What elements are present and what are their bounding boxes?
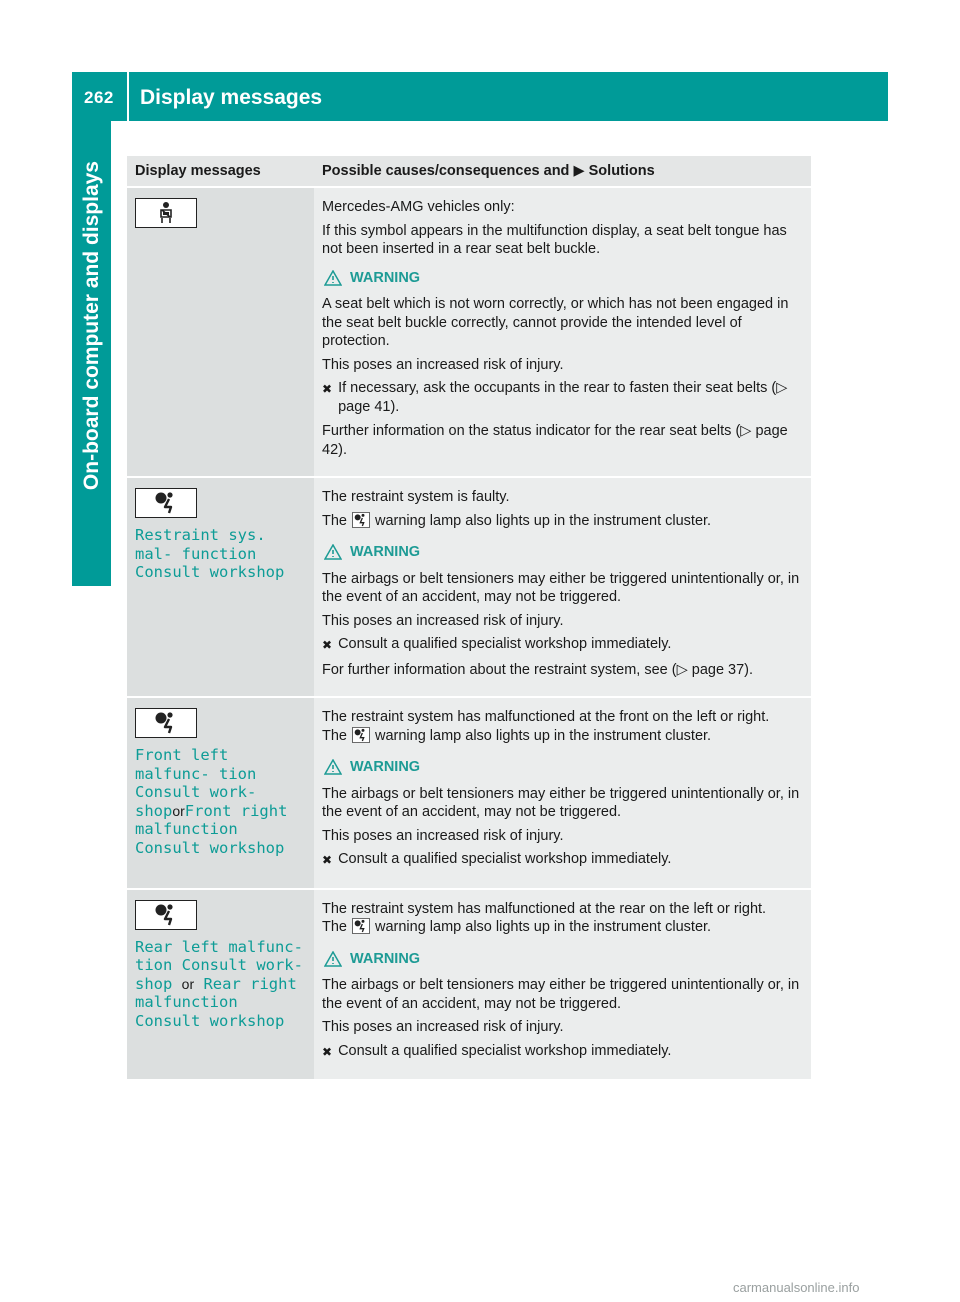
lamp-text-pre: The — [322, 919, 347, 935]
step-arrow-icon: ✖ — [322, 853, 333, 867]
warning-heading — [324, 543, 804, 562]
warning-label: WARNING — [350, 544, 421, 560]
table-row — [127, 697, 811, 889]
step-arrow-icon: ✖ — [322, 1044, 333, 1059]
cause-text: The restraint system has malfunctioned at the rear on the left or right. — [322, 900, 767, 917]
airbag-lamp-icon — [351, 918, 371, 940]
intro-text: Mercedes-AMG vehicles only: — [322, 199, 515, 215]
warning-label: WARNING — [350, 269, 421, 286]
risk-text: This poses an increased risk of injury. — [322, 827, 564, 844]
step-arrow-icon: ✖ — [322, 382, 333, 396]
lamp-text — [322, 512, 804, 534]
step-item — [322, 1042, 804, 1062]
warning-heading — [324, 950, 804, 969]
warning-heading — [324, 758, 804, 777]
display-message-text: Restraint sys. mal‐ function Consult workshop — [135, 526, 285, 581]
warning-triangle-icon — [324, 270, 342, 286]
cause-text: The restraint system is faulty. — [322, 489, 510, 505]
col-header-causes — [314, 156, 811, 187]
step-text: Consult a qualified specialist workshop immediately. — [338, 636, 672, 652]
page-title: Display messages — [140, 86, 323, 109]
warning-label: WARNING — [350, 759, 421, 775]
footer-watermark: carmanualsonline.info — [733, 1280, 860, 1295]
description-cell — [314, 889, 811, 1081]
airbag-lamp-icon — [351, 727, 371, 749]
warning-label: WARNING — [350, 950, 421, 967]
airbag-restraint-icon — [135, 900, 197, 930]
table-row — [127, 889, 811, 1081]
cause-text: The restraint system has malfunctioned at the front on the left or right. — [322, 709, 770, 725]
cause-text: If this symbol appears in the multifunction display, a seat belt tongue has not been inserted in a rear seat belt buckle. — [322, 222, 787, 257]
further-text: For further information about the restraint system, see (▷ page 37). — [322, 661, 754, 678]
display-message-a: Rear left malfunc‐ tion Consult work‐ shop — [135, 937, 303, 993]
display-messages-table — [127, 156, 811, 1081]
lamp-text-post: warning lamp also lights up in the instrument cluster. — [375, 919, 712, 935]
step-arrow-icon: ✖ — [322, 638, 333, 652]
table-header-row — [127, 156, 811, 187]
display-cell — [127, 477, 314, 697]
lamp-text-pre: The — [322, 512, 347, 529]
col2-header-post: Solutions — [588, 163, 655, 179]
warning-heading — [324, 269, 804, 288]
airbag-restraint-icon — [135, 488, 197, 518]
lamp-text-pre: The — [322, 727, 347, 744]
display-message-text — [135, 746, 306, 857]
lamp-text-post: warning lamp also lights up in the instrument cluster. — [375, 512, 712, 529]
step-item — [322, 850, 804, 870]
display-cell — [127, 697, 314, 889]
description-cell — [314, 697, 811, 889]
page-number: 262 — [84, 88, 114, 107]
play-arrow-icon: ▶ — [573, 163, 585, 179]
step-item — [322, 635, 804, 655]
description-cell — [314, 187, 811, 477]
display-message-text — [135, 938, 306, 1031]
table-row — [127, 187, 811, 477]
header-divider — [127, 72, 129, 121]
display-message-b: Rear right malfunction Consult workshop — [135, 974, 297, 1030]
chapter-title-text: On-board computer and displays — [79, 161, 103, 491]
lamp-text-post: warning lamp also lights up in the instrument cluster. — [375, 727, 712, 744]
col2-header-pre: Possible causes/consequences and — [322, 163, 570, 179]
lamp-text — [322, 727, 804, 749]
col-header-display-messages: Display messages — [127, 156, 314, 187]
warning-text: A seat belt which is not worn correctly, or which has not been engaged in the seat belt buckle correctly, cannot provide the intended level of protection. — [322, 296, 789, 349]
warning-triangle-icon — [324, 544, 342, 560]
step-item — [322, 379, 804, 416]
warning-text: The airbags or belt tensioners may either be triggered unintentionally or, in the event of an accident, may not be triggered. — [322, 785, 800, 820]
risk-text: This poses an increased risk of injury. — [322, 612, 564, 629]
airbag-lamp-icon — [351, 512, 371, 534]
warning-text: The airbags or belt tensioners may either be triggered unintentionally or, in the event of an accident, may not be triggered. — [322, 977, 800, 1012]
risk-text: This poses an increased risk of injury. — [322, 1019, 564, 1035]
display-cell — [127, 187, 314, 477]
display-message-a: Front left malfunc‐ tion Consult work‐ shop — [135, 746, 257, 820]
or-word: or — [181, 975, 195, 992]
lamp-text — [322, 918, 804, 940]
description-cell — [314, 477, 811, 697]
rear-seat-belt-icon — [135, 198, 197, 228]
step-text: Consult a qualified specialist workshop immediately. — [338, 1042, 672, 1059]
warning-triangle-icon — [324, 951, 342, 967]
chapter-title — [72, 121, 111, 531]
risk-text: This poses an increased risk of injury. — [322, 356, 564, 373]
airbag-restraint-icon — [135, 708, 197, 738]
warning-triangle-icon — [324, 759, 342, 775]
display-message-b: Front right malfunction Consult workshop — [135, 801, 288, 857]
step-text: Consult a qualified specialist workshop immediately. — [338, 851, 672, 867]
further-text: Further information on the status indicator for the rear seat belts (▷ page 42). — [322, 423, 788, 458]
or-word: or — [172, 802, 185, 819]
step-text: If necessary, ask the occupants in the rear to fasten their seat belts (▷ page 41). — [338, 380, 788, 415]
display-cell — [127, 889, 314, 1081]
table-row — [127, 477, 811, 697]
warning-text: The airbags or belt tensioners may either be triggered unintentionally or, in the event of an accident, may not be triggered. — [322, 570, 800, 605]
